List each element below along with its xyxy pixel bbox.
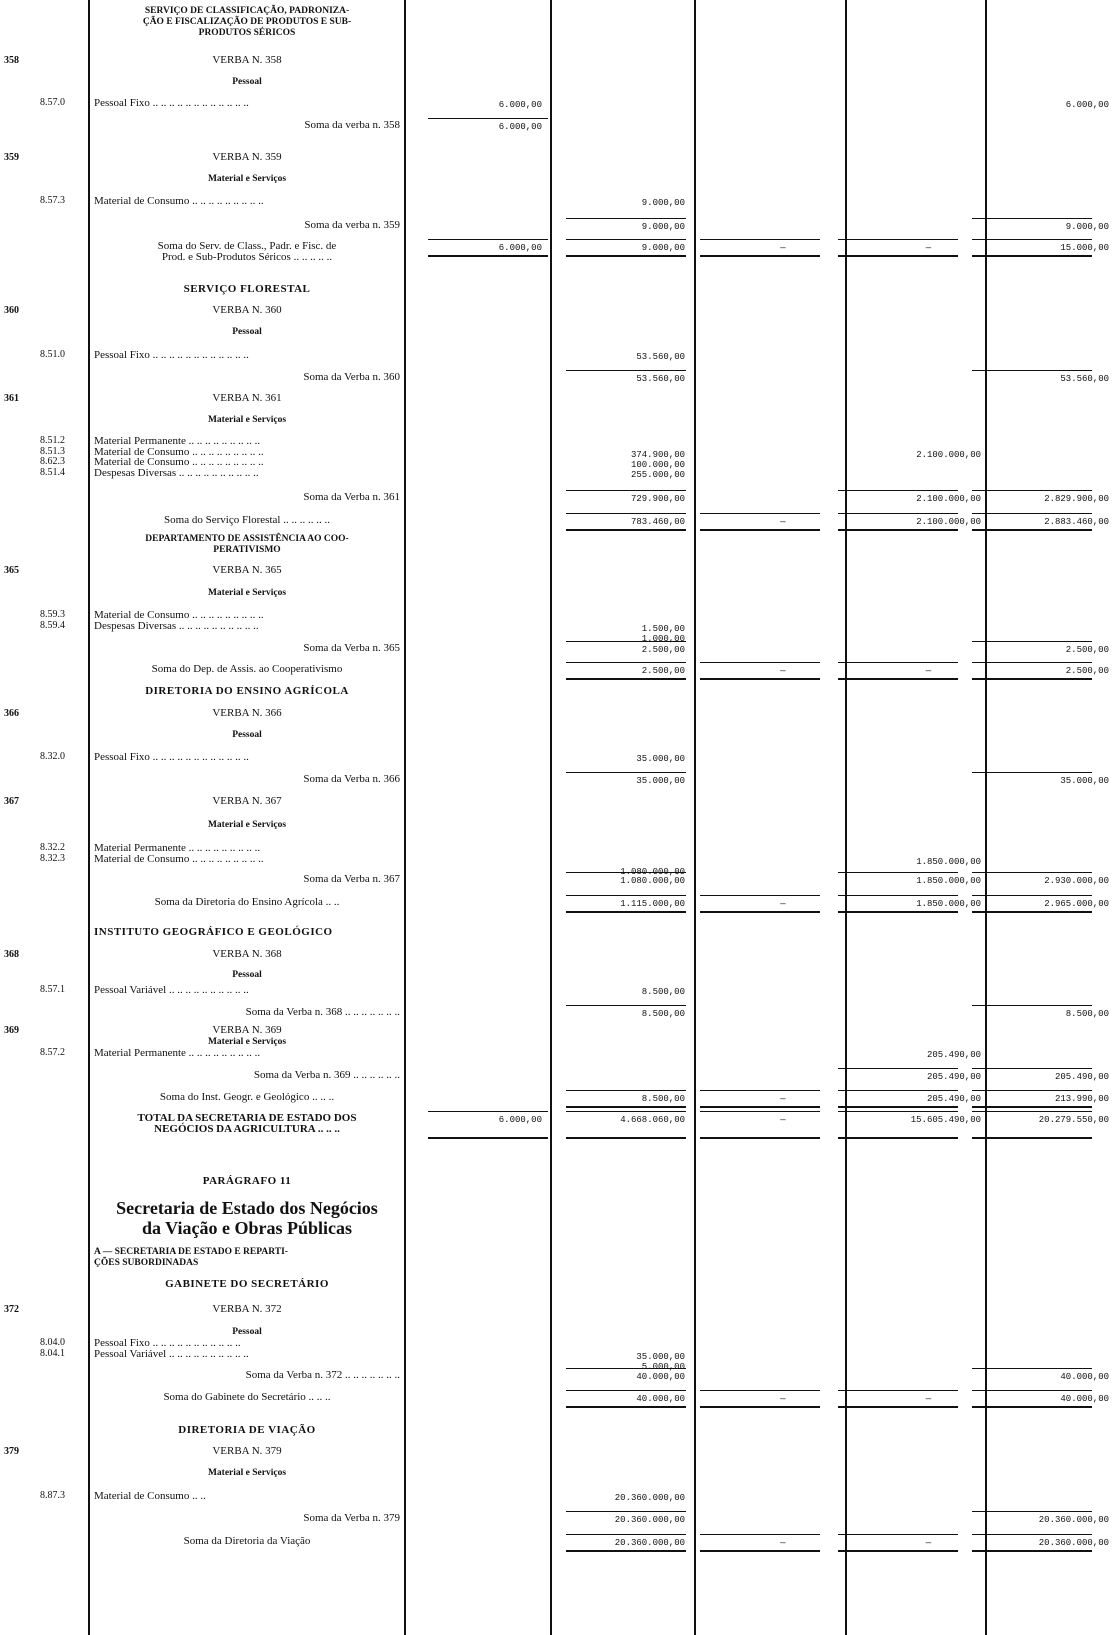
sum-rule	[700, 1111, 820, 1112]
sum-rule	[972, 1368, 1092, 1369]
verba-number: 359	[4, 152, 19, 163]
row-description: VERBA N. 372	[212, 1303, 282, 1315]
row-description: Material e Serviços	[207, 174, 287, 184]
amount-c2: 8.500,00	[641, 1009, 685, 1019]
sum-rule	[700, 1534, 820, 1535]
row-description: Soma da Verba n. 372 .. .. .. .. .. .. ..	[245, 1369, 400, 1381]
sum-rule	[972, 1005, 1092, 1006]
sum-rule	[838, 1111, 958, 1112]
amount-c5: 9.000,00	[1065, 222, 1109, 232]
section-title: SERVIÇO FLORESTAL	[183, 283, 311, 295]
sum-rule	[566, 370, 686, 371]
sum-rule	[700, 1137, 820, 1139]
section-title: GABINETE DO SECRETÁRIO	[165, 1278, 329, 1290]
amount-c1: 6.000,00	[498, 243, 542, 253]
sum-rule	[838, 1406, 958, 1408]
row-description: Pessoal Variável .. .. .. .. .. .. .. .. .. ..	[94, 984, 249, 996]
row-description: Soma do Serviço Florestal .. .. .. .. .. ..	[164, 514, 330, 526]
amount-c2: 20.360.000,00	[614, 1515, 685, 1525]
amount-c2: 1.080.000,00	[620, 876, 685, 886]
amount-c5: 2.883.460,00	[1044, 517, 1109, 527]
sum-rule	[700, 1106, 820, 1108]
amount-c4: —	[925, 666, 932, 676]
row-description: VERBA N. 360	[212, 304, 282, 316]
verba-number: 366	[4, 708, 19, 719]
verba-number: 369	[4, 1025, 19, 1036]
sum-rule	[566, 1390, 686, 1391]
amount-c2: 729.900,00	[630, 494, 685, 504]
sum-rule	[566, 1106, 686, 1108]
row-description: Soma da Diretoria da Viação	[183, 1535, 311, 1547]
amount-c5: 2.965.000,00	[1044, 899, 1109, 909]
amount-c5: 40.000,00	[1060, 1372, 1109, 1382]
amount-c5: 205.490,00	[1054, 1072, 1109, 1082]
sum-rule	[700, 239, 820, 240]
verba-number: 379	[4, 1446, 19, 1457]
sum-rule	[972, 1090, 1092, 1091]
amount-c2: 35.000,00	[636, 754, 685, 764]
amount-c4: —	[925, 1394, 932, 1404]
item-code: 8.51.0	[40, 349, 65, 360]
amount-c4: 15.605.490,00	[910, 1115, 981, 1125]
column-rule	[550, 0, 552, 1635]
sum-rule	[972, 772, 1092, 773]
row-description: Material e Serviços	[207, 1037, 287, 1047]
amount-c1: 6.000,00	[498, 100, 542, 110]
sum-rule	[700, 911, 820, 913]
sum-rule	[700, 255, 820, 257]
amount-c2: 53.560,00	[636, 374, 685, 384]
item-code: 8.04.0 8.04.1	[40, 1337, 65, 1359]
verba-number: 367	[4, 796, 19, 807]
amount-c4: 205.490,00	[926, 1094, 981, 1104]
row-description: Soma da Verba n. 369 .. .. .. .. .. ..	[253, 1069, 400, 1081]
sum-rule	[700, 1550, 820, 1552]
sum-rule	[972, 490, 1092, 491]
sum-rule	[972, 678, 1092, 680]
amount-c3: —	[780, 666, 786, 676]
amount-c4: 2.100.000,00	[916, 517, 981, 527]
amount-c5: 2.500,00	[1065, 666, 1109, 676]
amount-c5: 2.500,00	[1065, 645, 1109, 655]
amount-c5: 6.000,00	[1065, 100, 1109, 110]
verba-number: 360	[4, 305, 19, 316]
row-description: Pessoal	[232, 77, 262, 87]
amount-c3: —	[780, 1538, 786, 1548]
verba-number: 358	[4, 55, 19, 66]
amount-c3: —	[780, 243, 786, 253]
sum-rule	[566, 239, 686, 240]
row-description: VERBA N. 368	[212, 948, 282, 960]
sum-rule	[972, 1137, 1092, 1139]
row-description: Material Permanente .. .. .. .. .. .. .. .. ..	[94, 1047, 261, 1059]
sum-rule	[566, 1511, 686, 1512]
amount-c3: —	[780, 1115, 786, 1125]
sum-rule	[838, 1550, 958, 1552]
sum-rule	[566, 911, 686, 913]
amount-c2: 8.500,00	[641, 987, 685, 997]
amount-c2: 35.000,00	[636, 776, 685, 786]
amount-c5: 40.000,00	[1060, 1394, 1109, 1404]
amount-c5: 20.279.550,00	[1038, 1115, 1109, 1125]
amount-c2: 40.000,00	[636, 1394, 685, 1404]
sum-rule	[566, 872, 686, 873]
sum-rule	[838, 662, 958, 663]
sum-rule	[566, 1137, 686, 1139]
sum-rule	[838, 911, 958, 913]
row-description: Pessoal	[232, 730, 262, 740]
sum-rule	[838, 895, 958, 896]
sum-rule	[428, 1111, 548, 1112]
sum-rule	[972, 895, 1092, 896]
amount-c5: 2.829.900,00	[1044, 494, 1109, 504]
column-rule	[404, 0, 406, 1635]
item-code: 8.32.2 8.32.3	[40, 842, 65, 864]
amount-c2: 9.000,00	[641, 243, 685, 253]
sum-rule	[566, 218, 686, 219]
sum-rule	[838, 1106, 958, 1108]
row-description: Soma do Dep. de Assis. ao Cooperativismo	[151, 663, 343, 675]
item-code: 8.32.0	[40, 751, 65, 762]
sum-rule	[972, 255, 1092, 257]
row-description: A — SECRETARIA DE ESTADO E REPARTI- ÇÕES SUBORDINADAS	[94, 1247, 288, 1268]
amount-c2: 40.000,00	[636, 1372, 685, 1382]
verba-number: 361	[4, 393, 19, 404]
amount-c2: 2.500,00	[641, 645, 685, 655]
sum-rule	[566, 1534, 686, 1535]
item-code: 8.57.2	[40, 1047, 65, 1058]
amount-c2: 20.360.000,00	[614, 1493, 685, 1503]
amount-c4: 1.850.000,00	[916, 899, 981, 909]
verba-number: 368	[4, 949, 19, 960]
row-description: VERBA N. 379	[212, 1445, 282, 1457]
sum-rule	[972, 1106, 1092, 1108]
amount-c1: 6.000,00	[498, 122, 542, 132]
amount-c5: 8.500,00	[1065, 1009, 1109, 1019]
row-description: Soma da Diretoria do Ensino Agrícola .. ..	[154, 896, 340, 908]
amount-c3: —	[780, 1094, 786, 1104]
sum-rule	[838, 529, 958, 531]
amount-c2: 8.500,00	[641, 1094, 685, 1104]
sum-rule	[566, 895, 686, 896]
row-description: Soma da Verba n. 367	[303, 873, 400, 885]
amount-c5: 53.560,00	[1060, 374, 1109, 384]
row-description: Soma da Verba n. 366	[303, 773, 400, 785]
sum-rule	[566, 513, 686, 514]
item-code: 8.59.3 8.59.4	[40, 609, 65, 631]
sum-rule	[566, 529, 686, 531]
sum-rule	[838, 1137, 958, 1139]
amount-c2: 53.560,00	[636, 352, 685, 362]
sum-rule	[700, 1406, 820, 1408]
amount-c2: 1.080.000,00	[620, 867, 685, 877]
row-description: Soma da Verba n. 361	[303, 491, 400, 503]
row-description: Pessoal	[232, 970, 262, 980]
amount-c5: 20.360.000,00	[1038, 1538, 1109, 1548]
amount-c2: 1.500,00 1.000,00	[641, 624, 685, 644]
sum-rule	[428, 239, 548, 240]
sum-rule	[972, 1068, 1092, 1069]
item-code: 8.51.2 8.51.3 8.62.3 8.51.4	[40, 435, 65, 478]
row-description: Material e Serviços	[207, 588, 287, 598]
sum-rule	[566, 678, 686, 680]
sum-rule	[700, 895, 820, 896]
sum-rule	[700, 513, 820, 514]
section-title: DIRETORIA DO ENSINO AGRÍCOLA	[145, 685, 349, 697]
row-description: INSTITUTO GEOGRÁFICO E GEOLÓGICO	[94, 926, 333, 938]
verba-number: 365	[4, 565, 19, 576]
row-description: Soma do Inst. Geogr. e Geológico .. .. ..	[159, 1091, 335, 1103]
section-title: DIRETORIA DE VIAÇÃO	[178, 1424, 316, 1436]
row-description: VERBA N. 361	[212, 392, 282, 404]
sum-rule	[838, 1068, 958, 1069]
row-description: VERBA N. 358	[212, 54, 282, 66]
sum-rule	[838, 490, 958, 491]
amount-c2: 2.500,00	[641, 666, 685, 676]
amount-c2: 20.360.000,00	[614, 1538, 685, 1548]
row-description: Soma da Verba n. 365	[303, 642, 400, 654]
amount-c2: 35.000,00 5.000,00	[636, 1352, 685, 1372]
sum-rule	[566, 255, 686, 257]
row-description: Material de Consumo .. .. .. .. .. .. .. .. .. Despesas Diversas .. .. .. .. .. .. .. .. .. ..	[94, 609, 264, 632]
amount-c2: 4.668.060,00	[620, 1115, 685, 1125]
sum-rule	[972, 529, 1092, 531]
sum-rule	[838, 1390, 958, 1391]
row-description: DEPARTAMENTO DE ASSISTÊNCIA AO COO- PERATIVISMO	[145, 534, 349, 555]
sum-rule	[972, 513, 1092, 514]
verba-number: 372	[4, 1304, 19, 1315]
amount-c2: 9.000,00	[641, 222, 685, 232]
sum-rule	[700, 678, 820, 680]
sum-rule	[972, 1550, 1092, 1552]
sum-rule	[972, 239, 1092, 240]
sum-rule	[838, 513, 958, 514]
sum-rule	[566, 490, 686, 491]
sum-rule	[972, 641, 1092, 642]
row-description: Material e Serviços	[207, 1468, 287, 1478]
sum-rule	[700, 1390, 820, 1391]
amount-c1: 6.000,00	[498, 1115, 542, 1125]
sum-rule	[566, 1090, 686, 1091]
amount-c5: 35.000,00	[1060, 776, 1109, 786]
sum-rule	[700, 662, 820, 663]
section-title: Secretaria de Estado dos Negócios da Viação e Obras Públicas	[116, 1198, 378, 1238]
sum-rule	[700, 529, 820, 531]
row-description: Material de Consumo .. .. .. .. .. .. .. .. ..	[94, 195, 264, 207]
sum-rule	[972, 1511, 1092, 1512]
sum-rule	[428, 118, 548, 119]
item-code: 8.87.3	[40, 1490, 65, 1501]
sum-rule	[972, 1390, 1092, 1391]
amount-c5: 213.990,00	[1054, 1094, 1109, 1104]
sum-rule	[972, 872, 1092, 873]
item-code: 8.57.1	[40, 984, 65, 995]
sum-rule	[566, 641, 686, 642]
amount-c4: 1.850.000,00	[916, 876, 981, 886]
sum-rule	[838, 1534, 958, 1535]
item-code: 8.57.0	[40, 97, 65, 108]
amount-c4: —	[925, 243, 932, 253]
row-description: VERBA N. 365	[212, 564, 282, 576]
amount-c4: 2.100.000,00	[916, 450, 981, 460]
sum-rule	[428, 1137, 548, 1139]
column-rule	[88, 0, 90, 1635]
amount-c5: 2.930.000,00	[1044, 876, 1109, 886]
amount-c4: 205.490,00	[926, 1072, 981, 1082]
row-description: Soma da Verba n. 379	[303, 1512, 400, 1524]
sum-rule	[972, 1406, 1092, 1408]
row-description: Pessoal	[232, 327, 262, 337]
sum-rule	[566, 1368, 686, 1369]
sum-rule	[566, 1005, 686, 1006]
row-description: Material de Consumo .. ..	[94, 1490, 206, 1502]
amount-c2: 9.000,00	[641, 198, 685, 208]
sum-rule	[566, 1111, 686, 1112]
sum-rule	[972, 218, 1092, 219]
row-description: VERBA N. 366	[212, 707, 282, 719]
row-description: Pessoal Fixo .. .. .. .. .. .. .. .. .. .. .. ..	[94, 751, 249, 763]
row-description: Soma do Gabinete do Secretário .. .. ..	[163, 1391, 331, 1403]
row-description: Soma da verba n. 358	[304, 119, 400, 131]
row-description: Material Permanente .. .. .. .. .. .. .. .. .. Material de Consumo .. .. .. .. .. .. .. .. .. Material de Consumo .. .. .. .. .. .. .. .. .. Despesas Diversas .. .. .. .. .. .. .. .. .. ..	[94, 435, 264, 479]
row-description: VERBA N. 367	[212, 795, 282, 807]
sum-rule	[838, 255, 958, 257]
sum-rule	[972, 662, 1092, 663]
row-description: Pessoal Fixo .. .. .. .. .. .. .. .. .. .. .. Pessoal Variável .. .. .. .. .. .. .. .. .. ..	[94, 1337, 249, 1360]
row-description: Soma da verba n. 359	[304, 219, 400, 231]
row-description: Soma do Serv. de Class., Padr. e Fisc. de Prod. e Sub-Produtos Séricos .. .. .. .. ..	[157, 240, 337, 263]
sum-rule	[700, 1090, 820, 1091]
row-description: VERBA N. 359	[212, 151, 282, 163]
amount-c4: —	[925, 1538, 932, 1548]
sum-rule	[566, 662, 686, 663]
column-rule	[694, 0, 696, 1635]
row-description: Material Permanente .. .. .. .. .. .. .. .. .. Material de Consumo .. .. .. .. .. .. .. .. ..	[94, 842, 264, 865]
section-title: PARÁGRAFO 11	[202, 1175, 292, 1187]
sum-rule	[838, 239, 958, 240]
row-description: VERBA N. 369	[212, 1024, 282, 1036]
sum-rule	[972, 911, 1092, 913]
row-description: TOTAL DA SECRETARIA DE ESTADO DOS NEGÓCIOS DA AGRICULTURA .. .. ..	[137, 1112, 357, 1135]
sum-rule	[838, 872, 958, 873]
amount-c3: —	[780, 899, 786, 909]
amount-c4: 2.100.000,00	[916, 494, 981, 504]
amount-c5: 20.360.000,00	[1038, 1515, 1109, 1525]
amount-c3: —	[780, 517, 786, 527]
row-description: Soma da Verba n. 360	[303, 371, 400, 383]
amount-c5: 15.000,00	[1060, 243, 1109, 253]
sum-rule	[566, 772, 686, 773]
amount-c2: 374.900,00 100.000,00 255.000,00	[630, 450, 685, 480]
sum-rule	[566, 1550, 686, 1552]
row-description: Material e Serviços	[207, 415, 287, 425]
sum-rule	[838, 1090, 958, 1091]
amount-c3: —	[780, 1394, 786, 1404]
sum-rule	[972, 370, 1092, 371]
sum-rule	[838, 678, 958, 680]
row-description: Soma da Verba n. 368 .. .. .. .. .. .. ..	[245, 1006, 400, 1018]
sum-rule	[972, 1111, 1092, 1112]
amount-c2: 783.460,00	[630, 517, 685, 527]
row-description: Pessoal Fixo .. .. .. .. .. .. .. .. .. .. .. ..	[94, 97, 249, 109]
item-code: 8.57.3	[40, 195, 65, 206]
amount-c4: 205.490,00	[926, 1050, 981, 1060]
row-description: Material e Serviços	[207, 820, 287, 830]
amount-c4: 1.850.000,00	[916, 857, 981, 867]
sum-rule	[566, 1406, 686, 1408]
row-description: Pessoal Fixo .. .. .. .. .. .. .. .. .. .. .. ..	[94, 349, 249, 361]
sum-rule	[428, 255, 548, 257]
sum-rule	[972, 1534, 1092, 1535]
row-description: Pessoal	[232, 1327, 262, 1337]
amount-c2: 1.115.000,00	[620, 899, 685, 909]
row-description: SERVIÇO DE CLASSIFICAÇÃO, PADRONIZA- ÇÃO E FISCALIZAÇÃO DE PRODUTOS E SUB- PRODUTOS SÉRICOS	[142, 6, 352, 38]
